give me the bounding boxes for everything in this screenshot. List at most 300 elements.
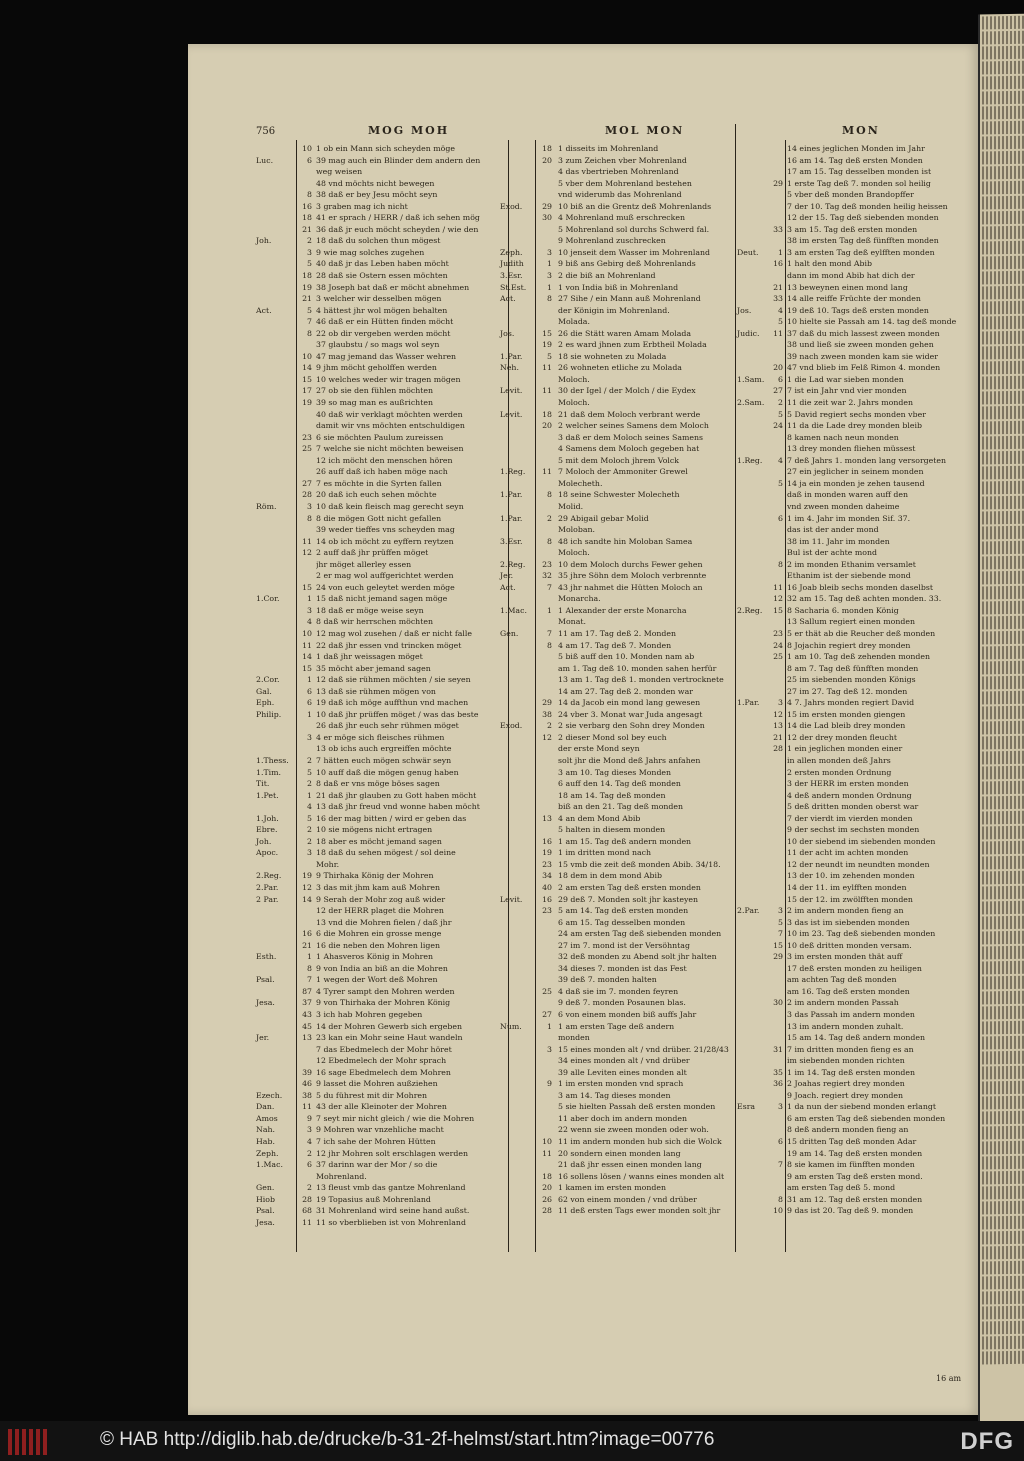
chapter-number: 2: [307, 236, 312, 246]
index-entry: [737, 1148, 969, 1160]
entry-text: 12 daß sie rühmen möchten / sie seyen: [316, 675, 471, 685]
facing-page-text-line: [982, 75, 1024, 89]
index-entry: [737, 1205, 969, 1217]
index-entry: [256, 201, 506, 213]
index-entry: [256, 443, 506, 455]
entry-text: 9 von Thirhaka der Mohren König: [316, 998, 451, 1008]
chapter-number: 4: [778, 455, 783, 465]
facing-page-text-line: [982, 180, 1024, 194]
entry-text: 3 am 15. Tag deß ersten monden: [787, 224, 918, 234]
index-entry: [256, 847, 506, 859]
entry-text: 3 am 10. Tag dieses Monden: [558, 767, 672, 777]
entry-text: 22 ob dir vergeben werden möcht: [316, 328, 451, 338]
entry-text: 5 David regiert sechs monden vber: [787, 409, 926, 419]
facing-page-text-line: [982, 435, 1024, 449]
index-entry: [737, 917, 969, 929]
facing-page-text-line: [982, 1020, 1024, 1034]
chapter-number: 11: [302, 640, 312, 650]
book-abbrev: 2 Par.: [256, 894, 279, 904]
index-entry: [737, 1194, 969, 1206]
index-entry: [500, 1194, 735, 1206]
chapter-number: 39: [302, 1067, 312, 1077]
facing-page-text-line: [982, 495, 1024, 509]
entry-text: 2 die biß an Mohrenland: [558, 271, 656, 281]
index-entry: [256, 155, 506, 167]
index-entry: [256, 397, 506, 409]
chapter-number: 25: [302, 444, 312, 454]
copyright-url[interactable]: © HAB http://diglib.hab.de/drucke/b-31-2f-helmst/start.htm?image=00776: [100, 1429, 715, 1450]
entry-text: 12 der HERR plaget die Mohren: [316, 906, 444, 916]
index-entry: [500, 201, 735, 213]
index-entry: [500, 1113, 735, 1125]
chapter-number: 8: [778, 559, 783, 569]
entry-text: 19 Topasius auß Mohrenland: [316, 1194, 431, 1204]
entry-text: 3 am 14. Tag dieses monden: [558, 1090, 671, 1100]
entry-text: 9 biß ans Gebirg deß Mohrenlands: [558, 259, 696, 269]
entry-text: 5 halten in diesem monden: [558, 825, 666, 835]
index-entry: [256, 928, 506, 940]
chapter-number: 10: [773, 1206, 783, 1216]
chapter-number: 17: [302, 386, 312, 396]
entry-text: 3 zum Zeichen vber Mohrenland: [558, 155, 687, 165]
index-entry: [500, 143, 735, 155]
index-entry: [737, 720, 969, 732]
entry-text: 35 möcht aber jemand sagen: [316, 663, 431, 673]
chapter-number: 45: [302, 1021, 312, 1031]
index-entry: [256, 778, 506, 790]
facing-page-text-line: [982, 990, 1024, 1004]
chapter-number: 2: [547, 513, 552, 523]
index-entry: [737, 1113, 969, 1125]
index-entry: [500, 847, 735, 859]
facing-page-text-line: [982, 360, 1024, 374]
entry-text: 1 daß jhr weissagen möget: [316, 652, 423, 662]
index-entry: [737, 1021, 969, 1033]
index-entry: [500, 397, 735, 409]
chapter-number: 7: [307, 317, 312, 327]
chapter-number: 36: [773, 1079, 783, 1089]
entry-text: 62 von einem monden / vnd drüber: [558, 1194, 697, 1204]
chapter-number: 21: [302, 224, 312, 234]
entry-text: 13 ob ichs auch ergreiffen möchte: [316, 744, 452, 754]
chapter-number: 18: [302, 213, 312, 223]
index-entry: [256, 605, 506, 617]
entry-text: 34 eines monden alt / vnd drüber: [558, 1056, 690, 1066]
facing-page-text-line: [982, 795, 1024, 809]
entry-text: 18 daß du sehen mögest / sol deine: [316, 848, 456, 858]
index-entry: [737, 513, 969, 525]
facing-page-text-line: [982, 1200, 1024, 1214]
index-entry: [256, 466, 506, 478]
entry-text: 6 von einem monden biß auffs Jahr: [558, 1010, 697, 1020]
entry-text: 39 deß 7. monden halten: [558, 975, 657, 985]
index-entry: [500, 409, 735, 421]
index-entry: [500, 674, 735, 686]
index-entry: [737, 189, 969, 201]
entry-text: 5 vber dem Mohrenland bestehen: [558, 178, 692, 188]
entry-text: 31 am 12. Tag deß ersten monden: [787, 1194, 923, 1204]
entry-text: 10 welches weder wir tragen mögen: [316, 374, 461, 384]
index-entry: [256, 616, 506, 628]
index-entry: [256, 1113, 506, 1125]
index-entry: [737, 755, 969, 767]
facing-page-text-line: [982, 855, 1024, 869]
index-entry: [256, 570, 506, 582]
facing-page-text-line: [982, 570, 1024, 584]
index-column-1: [256, 143, 506, 1228]
book-abbrev: Levit.: [500, 894, 523, 904]
index-entry: [737, 524, 969, 536]
index-entry: [737, 282, 969, 294]
chapter-number: 21: [302, 294, 312, 304]
index-entry: [256, 1171, 506, 1183]
entry-text: 27 im 7. mond ist der Versöhntag: [558, 940, 690, 950]
index-entry: [256, 582, 506, 594]
entry-text: 8 daß wir herrschen möchten: [316, 617, 433, 627]
chapter-number: 8: [778, 1194, 783, 1204]
entry-text: 21 daß jhr essen einen monden lang: [558, 1160, 702, 1170]
chapter-number: 23: [542, 559, 552, 569]
facing-page-text-line: [982, 300, 1024, 314]
facing-page-text-line: [982, 660, 1024, 674]
entry-text: 6 auff den 14. Tag deß monden: [558, 779, 681, 789]
facing-page-text-line: [982, 705, 1024, 719]
chapter-number: 23: [773, 628, 783, 638]
facing-page-text-line: [982, 1350, 1024, 1364]
index-entry: [500, 870, 735, 882]
chapter-number: 8: [547, 536, 552, 546]
book-abbrev: Apoc.: [256, 848, 279, 858]
index-entry: [500, 385, 735, 397]
index-entry: [737, 1032, 969, 1044]
index-entry: [500, 986, 735, 998]
book-abbrev: Num.: [500, 1021, 522, 1031]
index-entry: [737, 986, 969, 998]
chapter-number: 15: [302, 582, 312, 592]
index-entry: [256, 1101, 506, 1113]
chapter-number: 3: [547, 247, 552, 257]
entry-text: 18 daß er möge weise seyn: [316, 605, 424, 615]
index-entry: [737, 443, 969, 455]
index-entry: [256, 593, 506, 605]
entry-text: 4 hättest jhr wol mögen behalten: [316, 305, 448, 315]
index-entry: [256, 1044, 506, 1056]
index-entry: [737, 224, 969, 236]
chapter-number: 3: [307, 501, 312, 511]
entry-text: 4 an dem Mond Abib: [558, 813, 641, 823]
chapter-number: 2: [307, 825, 312, 835]
entry-text: 9 wie mag solches zugehen: [316, 247, 425, 257]
index-entry: [500, 813, 735, 825]
index-entry: [500, 882, 735, 894]
index-entry: [737, 663, 969, 675]
entry-text: 16 sage Ebedmelech dem Mohren: [316, 1067, 451, 1077]
index-entry: [737, 801, 969, 813]
index-entry: [256, 974, 506, 986]
entry-text: 3 das Passah im andern monden: [787, 1010, 915, 1020]
chapter-number: 20: [773, 363, 783, 373]
entry-text: 1 am 10. Tag deß zehenden monden: [787, 652, 931, 662]
entry-text: 2 es ward jhnen zum Erbtheil Molada: [558, 340, 707, 350]
entry-text: 9 Joach. regiert drey monden: [787, 1090, 903, 1100]
book-abbrev: Joh.: [256, 236, 272, 246]
index-entry: [737, 385, 969, 397]
entry-text: 16 am 14. Tag deß ersten Monden: [787, 155, 923, 165]
facing-page-text-line: [982, 810, 1024, 824]
index-entry: [256, 743, 506, 755]
index-entry: [256, 258, 506, 270]
chapter-number: 4: [307, 617, 312, 627]
facing-page-text-line: [982, 390, 1024, 404]
chapter-number: 3: [778, 1102, 783, 1112]
index-entry: [500, 697, 735, 709]
index-entry: [737, 974, 969, 986]
entry-text: 1 Ahasveros König in Mohren: [316, 952, 434, 962]
entry-text: am ersten Tag deß 5. mond: [787, 1183, 896, 1193]
chapter-number: 21: [302, 940, 312, 950]
chapter-number: 5: [547, 351, 552, 361]
entry-text: 13 Sallum regiert einen monden: [787, 617, 916, 627]
index-entry: [256, 247, 506, 259]
facing-page-text-line: [982, 885, 1024, 899]
entry-text: 1 ob ein Mann sich scheyden möge: [316, 144, 455, 153]
facing-page-text-line: [982, 840, 1024, 854]
book-abbrev: Gen.: [500, 628, 519, 638]
entry-text: 10 sie mögens nicht ertragen: [316, 825, 433, 835]
book-abbrev: 1.Cor.: [256, 594, 280, 604]
index-entry: [737, 1009, 969, 1021]
chapter-number: 15: [773, 940, 783, 950]
entry-text: 36 daß jr euch möcht scheyden / wie den: [316, 224, 479, 234]
entry-text: 10 auff daß die mögen genug haben: [316, 767, 459, 777]
index-entry: [256, 628, 506, 640]
entry-text: 5 er thät ab die Reucher deß monden: [787, 628, 936, 638]
index-entry: [737, 1067, 969, 1079]
entry-text: 5 mit dem Moloch jhrem Volck: [558, 455, 679, 465]
book-abbrev: Exod.: [500, 201, 523, 211]
facing-page-text-line: [982, 1125, 1024, 1139]
index-entry: [500, 743, 735, 755]
chapter-number: 37: [302, 998, 312, 1008]
entry-text: 15 am 14. Tag deß andern monden: [787, 1033, 926, 1043]
entry-text: 17 am 15. Tag desselben monden ist: [787, 167, 932, 177]
chapter-number: 5: [307, 305, 312, 315]
index-entry: [737, 432, 969, 444]
entry-text: 3 der HERR im ersten monden: [787, 779, 909, 789]
facing-page-text-line: [982, 675, 1024, 689]
chapter-number: 9: [307, 1113, 312, 1123]
entry-text: 15 vmb die zeit deß monden Abib. 34/18.: [558, 859, 721, 869]
entry-text: 7 das Ebedmelech der Mohr höret: [316, 1044, 452, 1054]
chapter-number: 26: [542, 1194, 552, 1204]
entry-text: 21 daß jhr glauben zu Gott haben möcht: [316, 790, 477, 800]
entry-text: 1 erste Tag deß 7. monden sol heilig: [787, 178, 931, 188]
book-abbrev: Luc.: [256, 155, 274, 165]
entry-text: 27 im 27. Tag deß 12. monden: [787, 686, 908, 696]
index-entry: [737, 640, 969, 652]
entry-text: 24 von euch geleytet werden möge: [316, 582, 455, 592]
index-entry: [737, 328, 969, 340]
entry-text: Ethanim ist der siebende mond: [787, 571, 911, 581]
entry-text: 4 deß andern monden Ordnung: [787, 790, 912, 800]
index-entry: [256, 293, 506, 305]
chapter-number: 8: [307, 513, 312, 523]
chapter-number: 28: [773, 744, 783, 754]
entry-text: 12 der neundt im neundten monden: [787, 859, 930, 869]
entry-text: 2 am ersten Tag deß ersten monden: [558, 883, 701, 892]
facing-page-text-line: [982, 1170, 1024, 1184]
index-entry: [256, 362, 506, 374]
entry-text: 2 dieser Mond sol bey euch: [558, 732, 667, 742]
index-entry: [500, 1067, 735, 1079]
entry-text: 34 dieses 7. monden ist das Fest: [558, 963, 687, 973]
book-abbrev: Ebre.: [256, 825, 278, 835]
entry-text: 25 im siebenden monden Königs: [787, 675, 916, 685]
index-entry: [500, 466, 735, 478]
chapter-number: 11: [302, 536, 312, 546]
index-entry: [737, 709, 969, 721]
index-entry: [737, 143, 969, 155]
entry-text: 30 der Igel / der Molch / die Eydex: [558, 386, 696, 396]
entry-text: 13 daß sie rühmen mögen von: [316, 686, 436, 696]
chapter-number: 43: [302, 1010, 312, 1020]
index-entry: [500, 166, 735, 178]
index-entry: [500, 628, 735, 640]
facing-page-text-line: [982, 735, 1024, 749]
index-entry: [256, 709, 506, 721]
index-entry: [256, 1182, 506, 1194]
entry-text: 1 Alexander der erste Monarcha: [558, 605, 687, 615]
entry-text: 29 Abigail gebar Molid: [558, 513, 649, 523]
index-entry: [737, 293, 969, 305]
chapter-number: 6: [307, 155, 312, 165]
entry-text: 38 im ersten Tag deß fünfften monden: [787, 236, 939, 246]
entry-text: 12 Ebedmelech der Mohr sprach: [316, 1056, 447, 1066]
entry-text: 8 Jojachin regiert drey monden: [787, 640, 911, 650]
book-abbrev: 1.Tim.: [256, 767, 282, 777]
chapter-number: 18: [542, 409, 552, 419]
facing-page-text-line: [982, 60, 1024, 74]
entry-text: 14 ob ich möcht zu eyffern reytzen: [316, 536, 454, 546]
entry-text: 11 aber doch im andern monden: [558, 1113, 688, 1123]
entry-text: 15 daß nicht jemand sagen möge: [316, 594, 448, 604]
entry-text: 10 der siebend im siebenden monden: [787, 836, 936, 846]
entry-text: biß an den 21. Tag deß monden: [558, 802, 684, 812]
facing-page-text-line: [982, 900, 1024, 914]
entry-text: Molid.: [558, 501, 584, 511]
index-entry: [737, 836, 969, 848]
book-abbrev: Tit.: [256, 779, 270, 789]
entry-text: 1 kamen im ersten monden: [558, 1183, 667, 1193]
index-entry: [500, 189, 735, 201]
entry-text: 1 die Lad war sieben monden: [787, 374, 904, 384]
index-entry: [256, 986, 506, 998]
chapter-number: 14: [302, 894, 312, 904]
entry-text: 3 graben mag ich nicht: [316, 201, 408, 211]
footer-bar: [0, 1421, 1024, 1461]
index-entry: [256, 351, 506, 363]
book-abbrev: Gen.: [256, 1183, 275, 1193]
index-entry: [500, 1124, 735, 1136]
book-abbrev: St.Est.: [500, 282, 527, 292]
chapter-number: 5: [307, 259, 312, 269]
chapter-number: 2: [307, 1148, 312, 1158]
chapter-number: 28: [542, 1206, 552, 1216]
entry-text: 48 ich sandte hin Moloban Samea: [558, 536, 693, 546]
index-entry: [737, 374, 969, 386]
index-entry: [737, 847, 969, 859]
entry-text: in allen monden deß Jahrs: [787, 755, 891, 765]
index-entry: [500, 917, 735, 929]
index-entry: [500, 836, 735, 848]
index-entry: [737, 201, 969, 213]
facing-page-text-line: [982, 600, 1024, 614]
entry-text: 13 der 10. im zehenden monden: [787, 871, 915, 881]
facing-page-text-line: [982, 330, 1024, 344]
book-abbrev: 1.Mac.: [500, 605, 527, 615]
book-abbrev: 3.Esr.: [500, 536, 523, 546]
chapter-number: 27: [302, 478, 312, 488]
page-number: 756: [256, 126, 276, 137]
entry-text: 4 daß sie im 7. monden feyren: [558, 986, 679, 996]
entry-text: 7 ich sahe der Mohren Hütten: [316, 1137, 436, 1147]
index-entry: [500, 651, 735, 663]
index-entry: [737, 997, 969, 1009]
chapter-number: 30: [773, 998, 783, 1008]
running-head-left: MOG MOH: [368, 124, 450, 137]
facing-page-text-line: [982, 1080, 1024, 1094]
book-abbrev: Act.: [256, 305, 272, 315]
book-abbrev: Levit.: [500, 386, 523, 396]
book-abbrev: 1.Pet.: [256, 790, 279, 800]
facing-page-text-line: [982, 135, 1024, 149]
chapter-number: 11: [773, 328, 783, 338]
index-entry: [737, 697, 969, 709]
index-entry: [500, 801, 735, 813]
entry-text: Moloban.: [558, 525, 596, 535]
index-entry: [256, 651, 506, 663]
entry-text: am 1. Tag deß 10. monden sahen herfür: [558, 663, 717, 673]
entry-text: 29 deß 7. Monden solt jhr kasteyen: [558, 894, 699, 904]
index-entry: [500, 1078, 735, 1090]
entry-text: 27 ob sie den fühlen möchten: [316, 386, 434, 396]
chapter-number: 10: [302, 144, 312, 153]
entry-text: 9 jhm möcht geholffen werden: [316, 363, 437, 373]
chapter-number: 8: [547, 294, 552, 304]
entry-text: 2 welcher seines Samens dem Moloch: [558, 421, 709, 431]
index-entry: [737, 1124, 969, 1136]
index-entry: [256, 1159, 506, 1171]
index-entry: [256, 1217, 506, 1229]
entry-text: 11 da die Lade drey monden bleib: [787, 421, 923, 431]
facing-page-text-line: [982, 1110, 1024, 1124]
book-abbrev: 1.Mac.: [256, 1160, 283, 1170]
index-entry: [256, 374, 506, 386]
index-entry: [737, 813, 969, 825]
facing-page-text-line: [982, 1245, 1024, 1259]
entry-text: Moloch.: [558, 548, 590, 558]
book-abbrev: Judith: [500, 259, 524, 269]
chapter-number: 11: [542, 1148, 552, 1158]
chapter-number: 2: [307, 1183, 312, 1193]
chapter-number: 10: [302, 351, 312, 361]
entry-text: der Königin im Mohrenland.: [558, 305, 670, 315]
index-entry: [256, 859, 506, 871]
entry-text: 11 der acht im achten monden: [787, 848, 909, 858]
index-entry: [256, 178, 506, 190]
index-entry: [256, 870, 506, 882]
index-entry: [256, 801, 506, 813]
